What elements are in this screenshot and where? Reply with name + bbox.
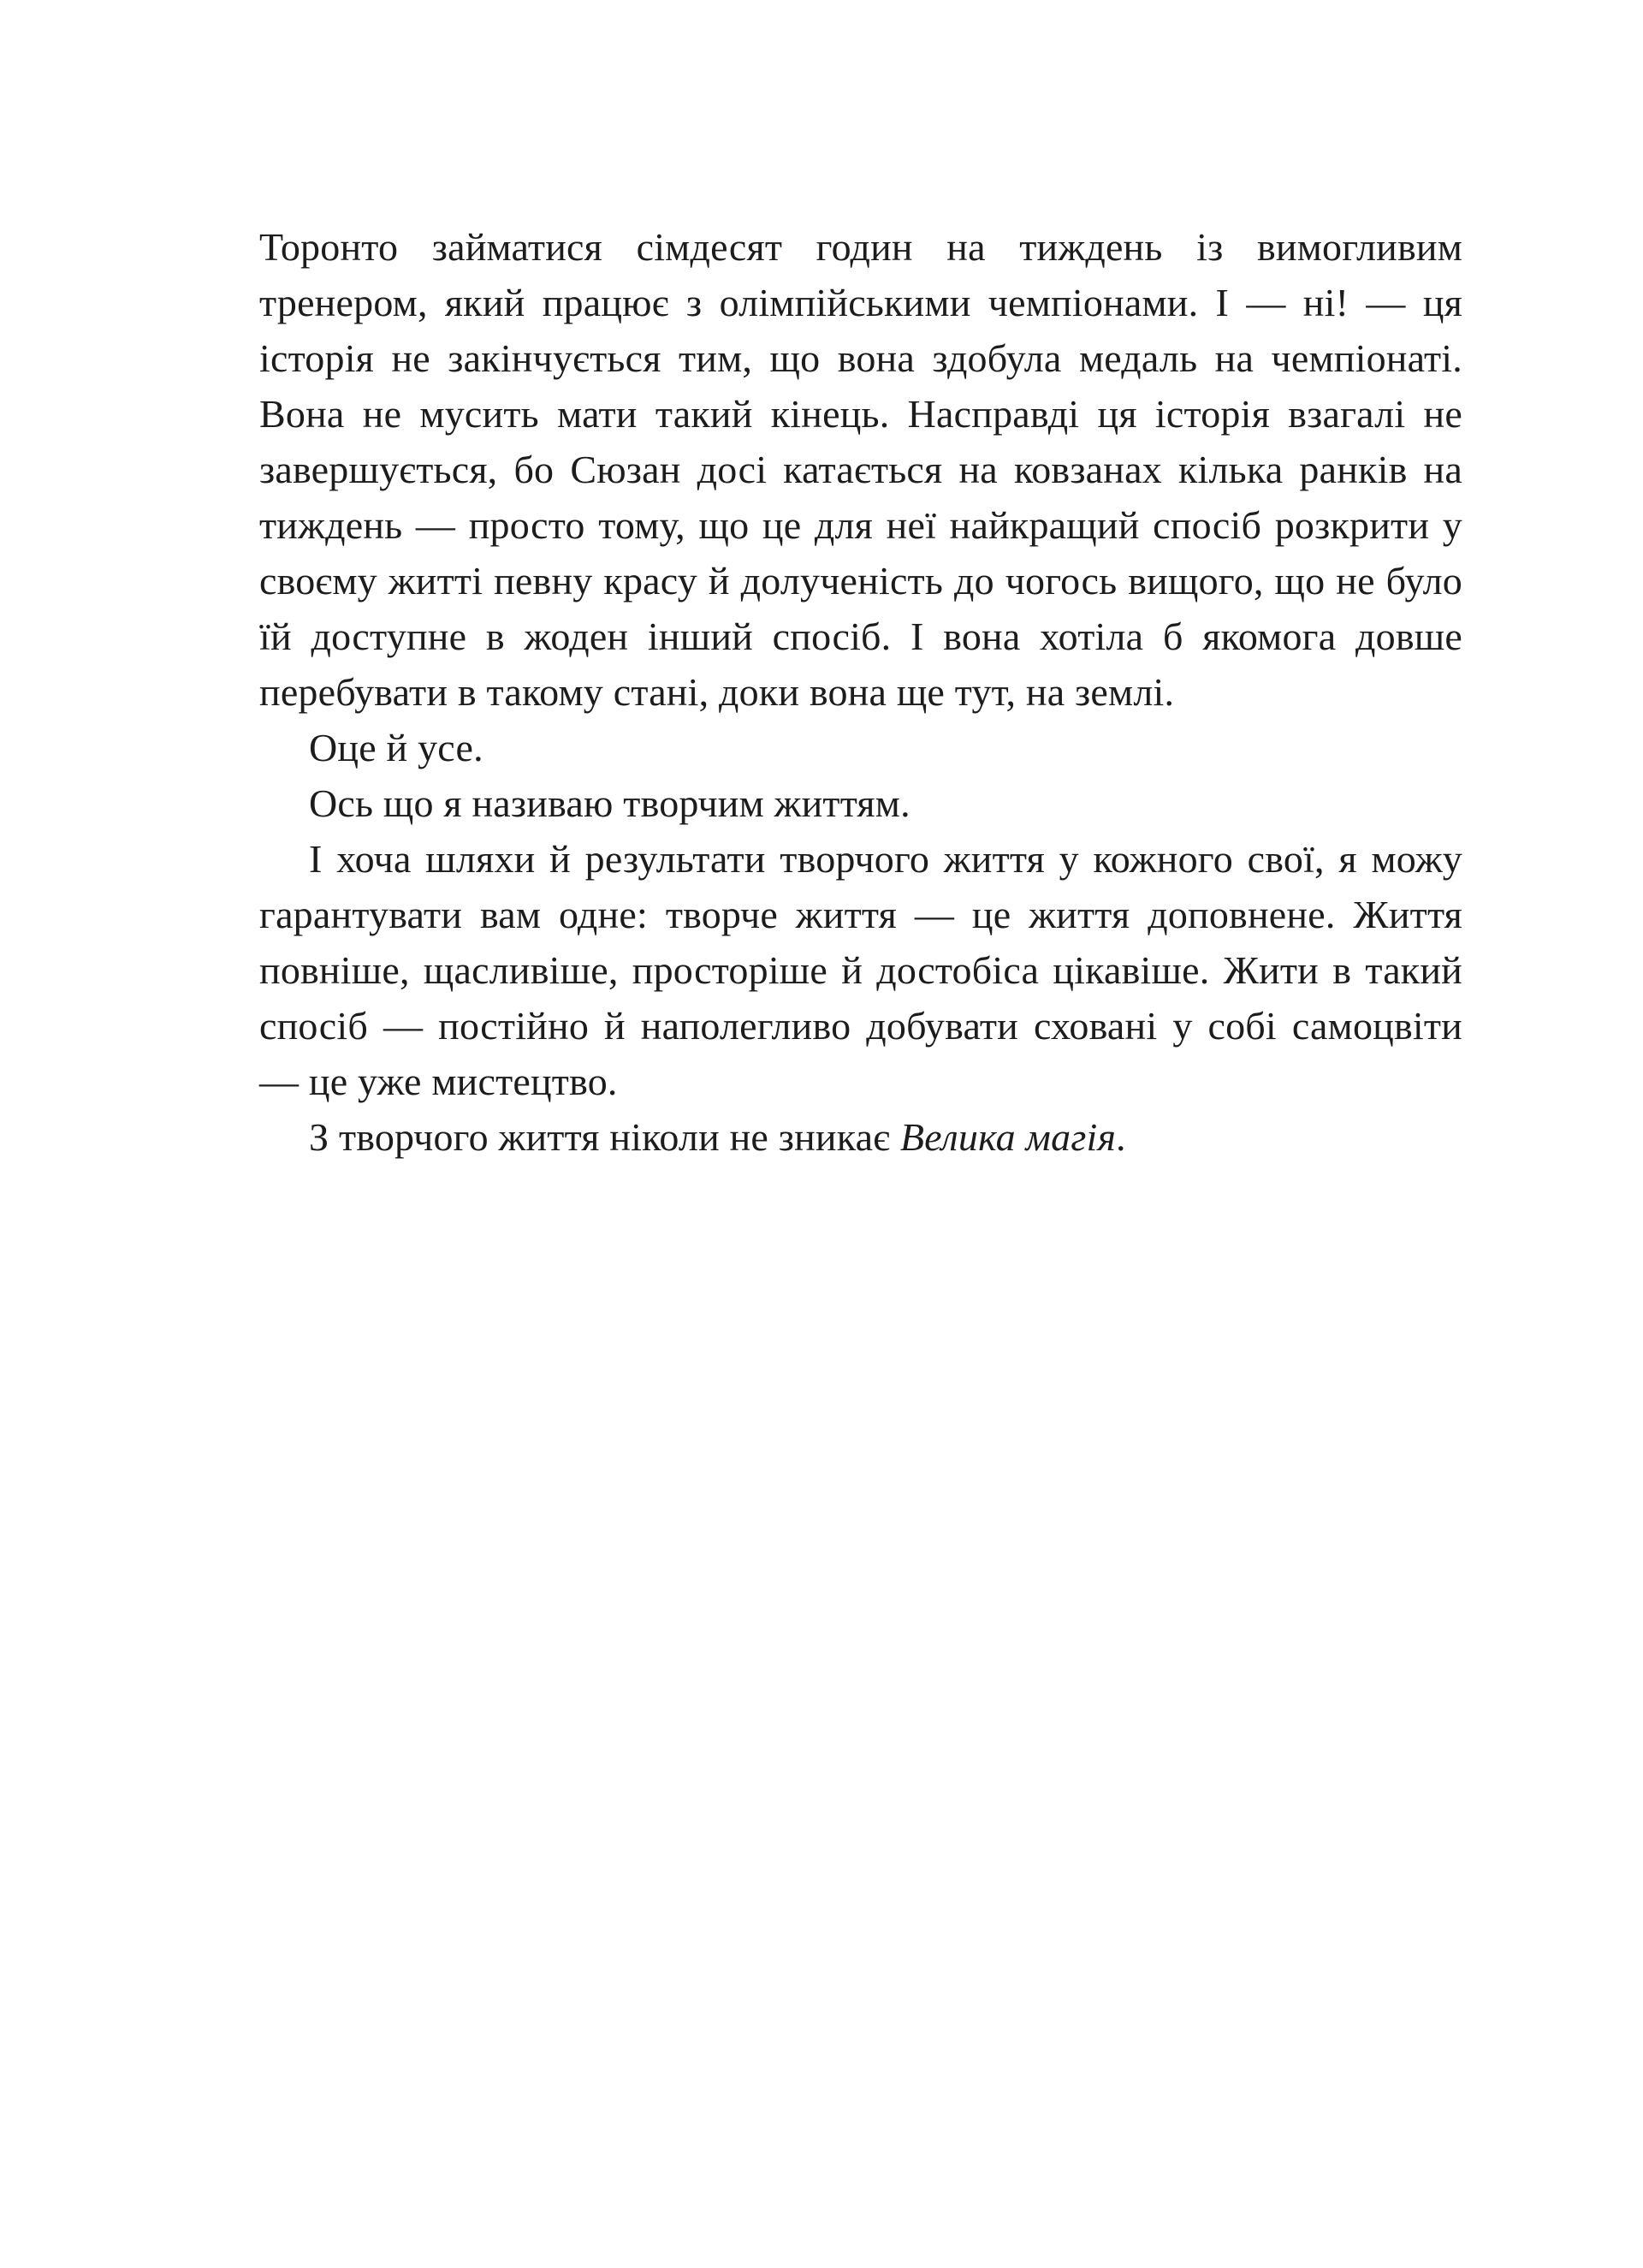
closing-text: З творчого життя ніколи не зникає [309,1115,900,1159]
paragraph-short-2: Ось що я називаю творчим життям. [309,781,910,825]
paragraph-creative-life: І хоча шляхи й результати творчого життя у кожного свої, я можу гарантувати вам одне: творче життя — це життя доповнене. Життя повніше, щасливіше, просторіше й достобіса цікавіше. Жити в такий спосіб — постійно й наполегливо добувати сховані у собі самоцвіти — це уже мистецтво. [259,837,1462,1103]
book-title-italic: Велика магія [899,1115,1117,1159]
closing-period: . [1116,1115,1126,1159]
paragraph-continuation: Торонто займатися сімдесят годин на тиждень із вимогливим тренером, який працює з олімпійськими чемпіонами. І — ні! — ця історія не закінчується тим, що вона здобула медаль на чемпіонаті. Вона не мусить мати такий кінець. Насправді ця історія взагалі не завершується, бо Сюзан досі катається на ковзанах кілька ранків на тиждень — просто тому, що це для неї найкращий спосіб розкрити у своєму житті певну красу й долученість до чогось вищого, що не було їй доступне в жоден інший спосіб. І вона хотіла б якомога довше перебувати в такому стані, доки вона ще тут, на землі. [259,225,1462,714]
paragraph-closing [259,1109,1462,1165]
paragraph-short-1: Оце й усе. [309,726,483,769]
page-text-block [259,219,1462,1165]
